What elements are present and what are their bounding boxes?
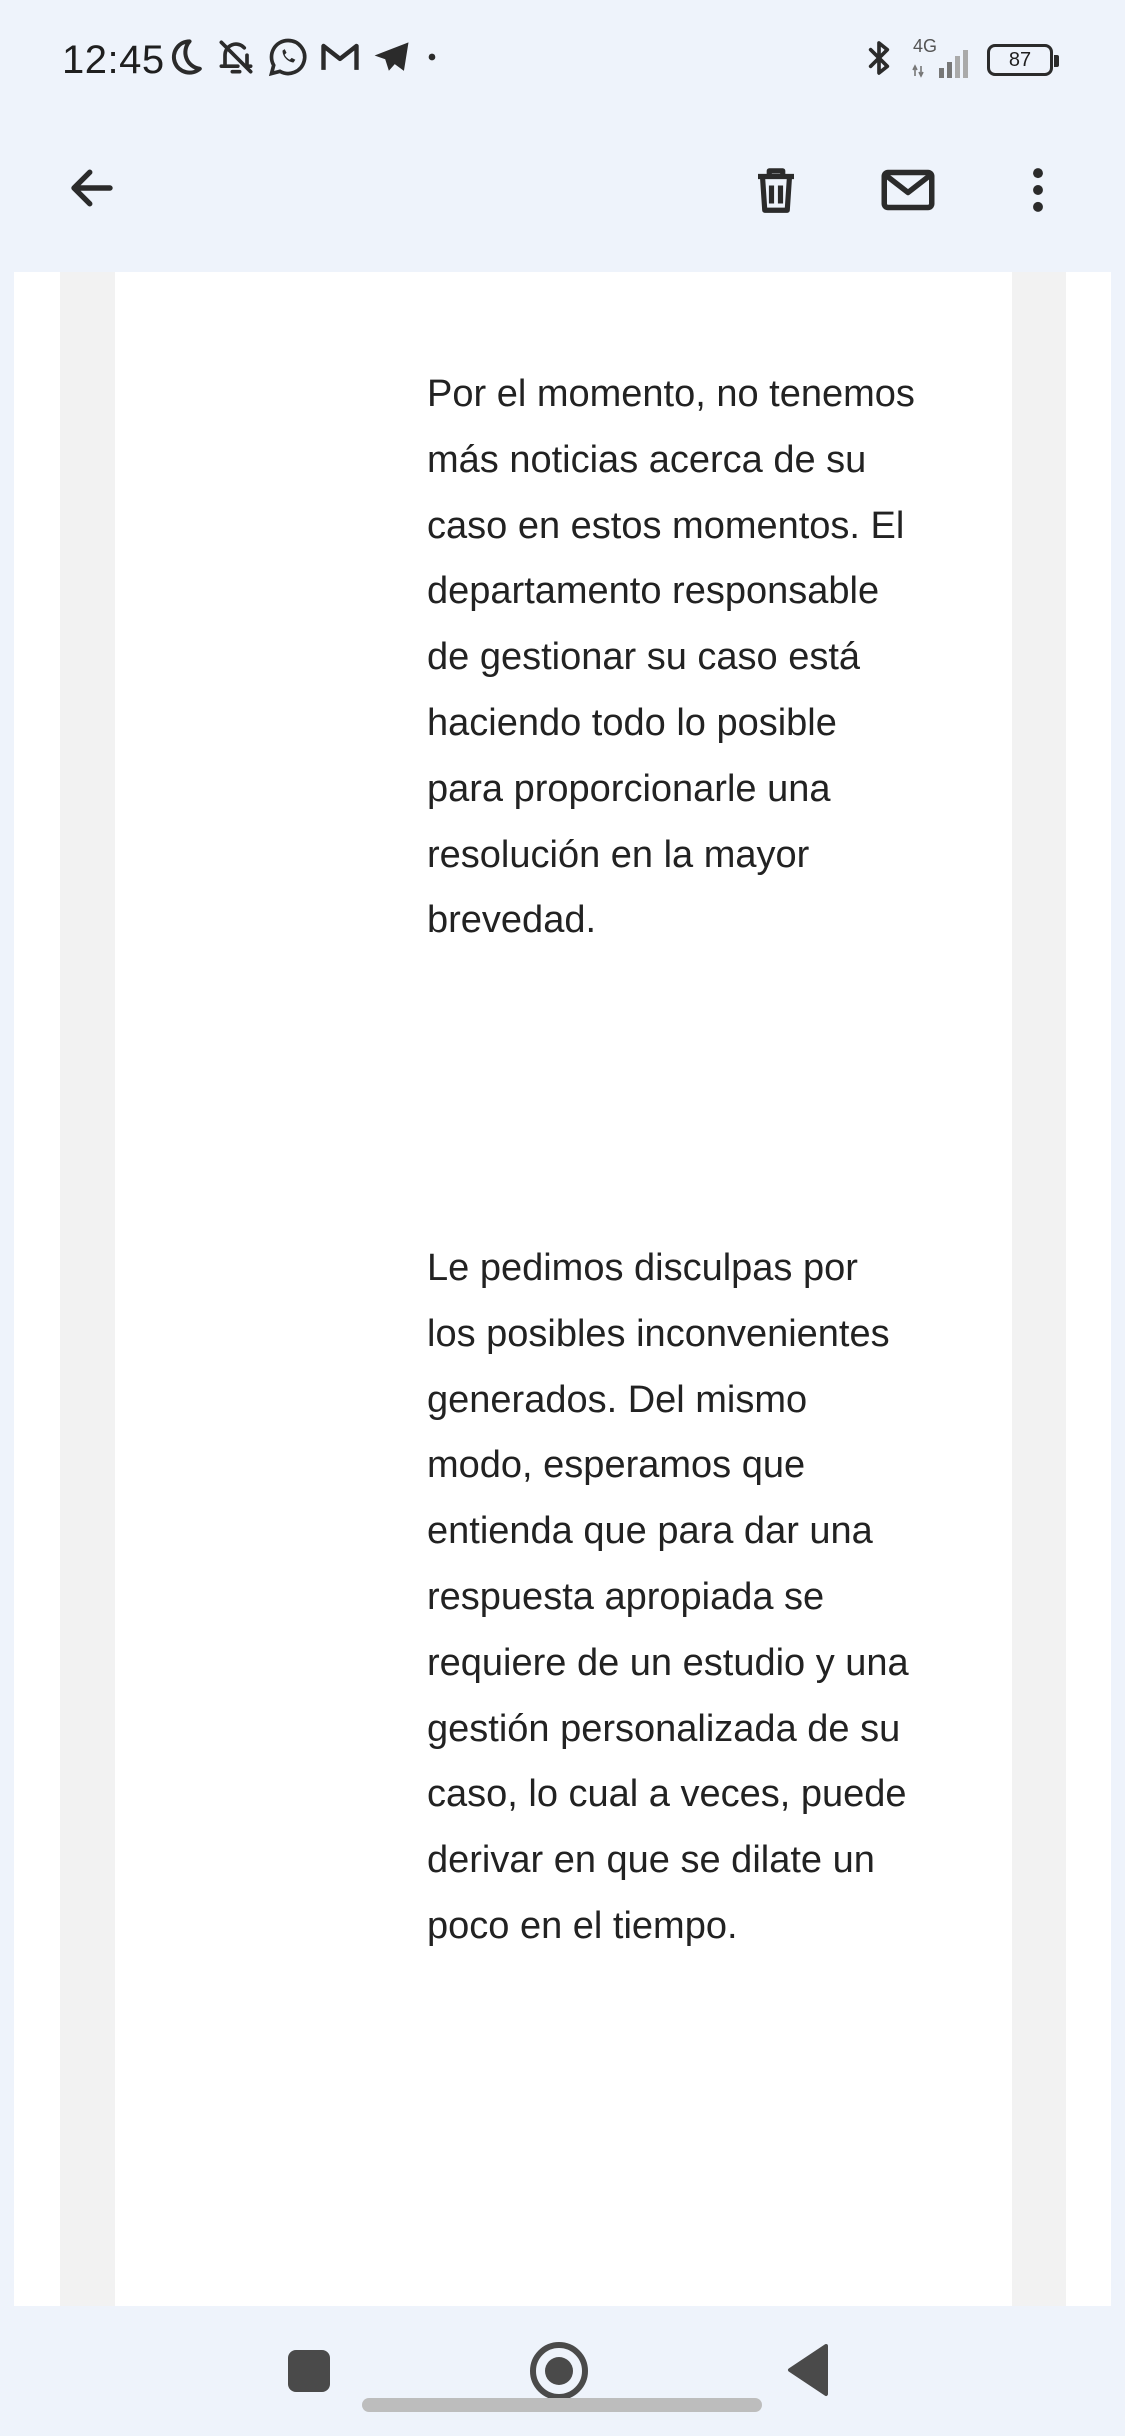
bell-off-icon xyxy=(214,35,258,84)
mark-unread-button[interactable] xyxy=(866,150,950,234)
recent-apps-icon[interactable] xyxy=(288,2350,330,2392)
gesture-handle[interactable] xyxy=(362,2398,762,2412)
telegram-icon xyxy=(370,35,414,84)
back-button[interactable] xyxy=(52,150,132,230)
whatsapp-icon xyxy=(266,35,310,84)
app-bar xyxy=(0,120,1125,272)
mail-icon xyxy=(878,160,938,225)
moon-icon xyxy=(162,35,206,84)
bluetooth-icon xyxy=(859,38,899,83)
back-triangle-icon[interactable] xyxy=(786,2342,830,2398)
home-icon[interactable] xyxy=(530,2342,588,2400)
back-arrow-icon xyxy=(65,161,119,220)
notification-icons xyxy=(162,36,442,82)
signal-icon xyxy=(911,36,975,84)
status-time: 12:45 xyxy=(62,38,165,82)
trash-icon xyxy=(749,163,803,222)
system-icons xyxy=(859,36,1053,84)
battery-level: 87 xyxy=(1008,48,1032,71)
more-options-button[interactable] xyxy=(1000,150,1076,234)
more-vertical-icon xyxy=(1011,163,1065,222)
delete-button[interactable] xyxy=(734,150,818,234)
email-paragraph-2: Le pedimos disculpas por los posibles inconvenientes generados. Del mismo modo, esperamos que entienda que para dar una respuesta apropiada se requiere de un estudio y una gestión personalizada de su caso, lo cual a veces, puede derivar en que se dilate un poco en el tiempo. xyxy=(427,1247,909,1947)
dot-icon xyxy=(422,47,442,72)
gmail-icon xyxy=(318,35,362,84)
battery-icon xyxy=(987,44,1053,76)
status-bar xyxy=(0,0,1125,120)
email-paragraph-1: Por el momento, no tenemos más noticias acerca de su caso en estos momentos. El departamento responsable de gestionar su caso está haciendo todo lo posible para proporcionarle una resolución en la mayor brevedad. xyxy=(427,373,915,942)
home-dot xyxy=(545,2357,573,2385)
network-type-label: 4G xyxy=(913,36,938,56)
